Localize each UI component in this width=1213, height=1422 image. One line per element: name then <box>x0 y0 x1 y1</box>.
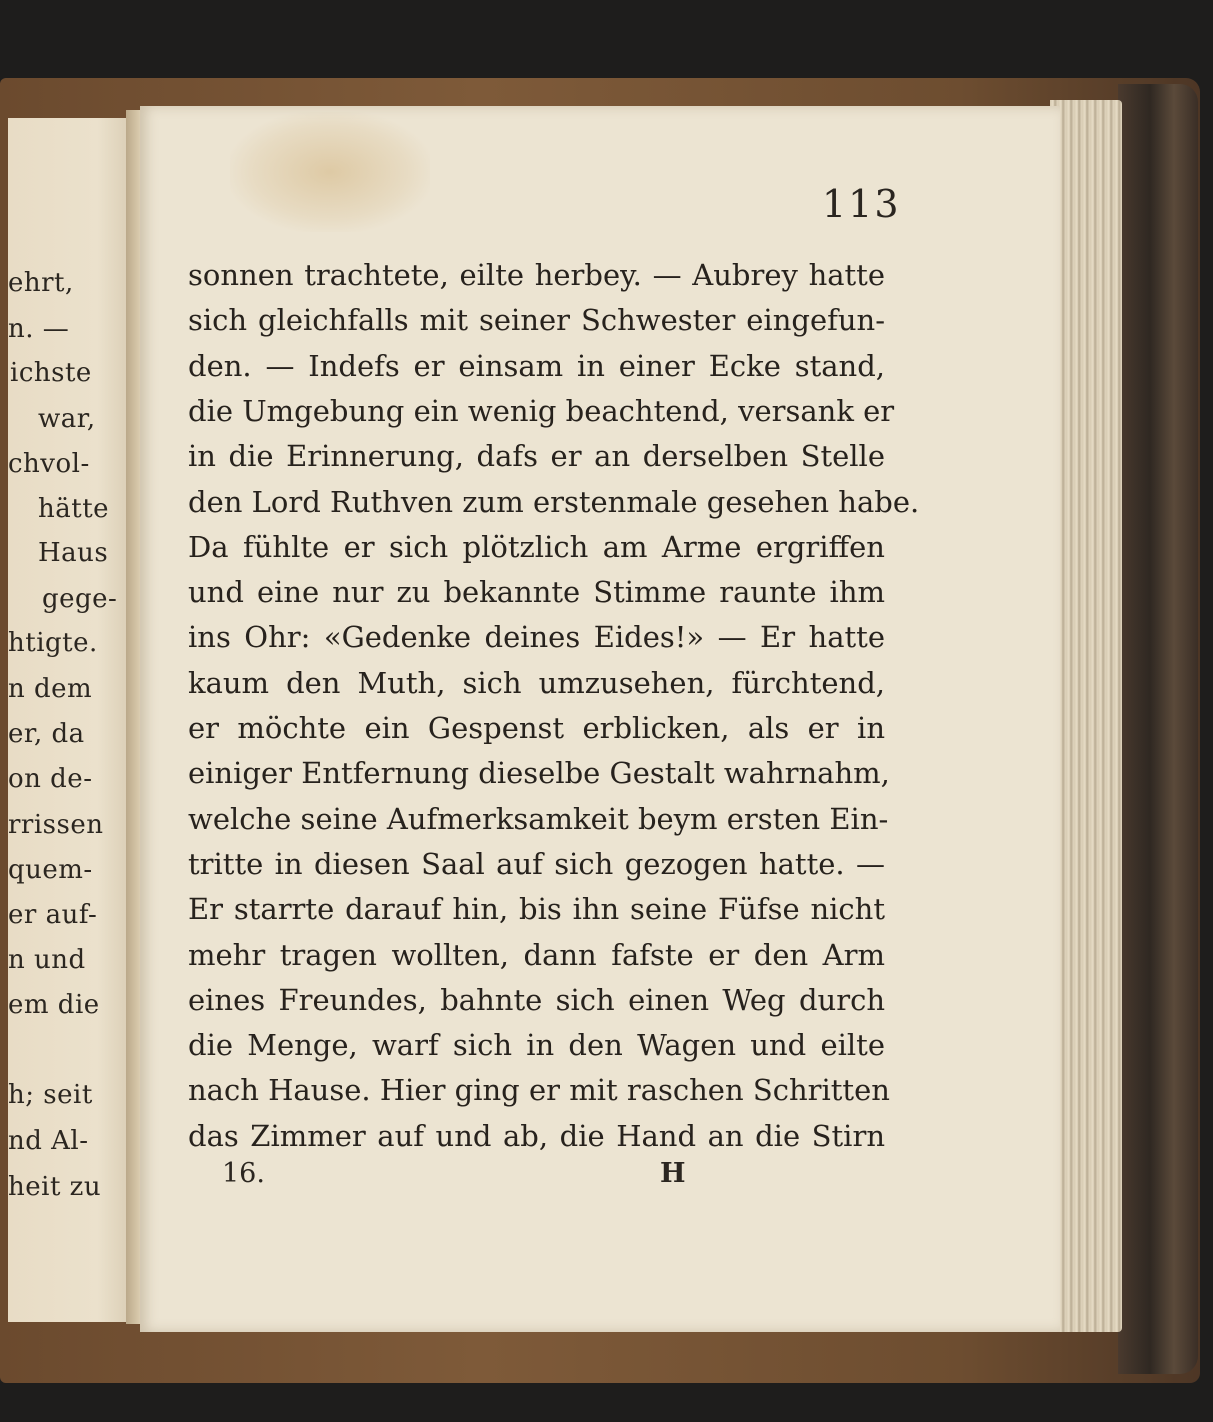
left-page-text-fragment: em die <box>8 990 100 1020</box>
left-page-text-fragment: ichste <box>10 358 92 388</box>
left-page-text-fragment: n und <box>8 945 86 975</box>
text-line: den Lord Ruthven zum erstenmale gesehen habe. <box>188 484 920 519</box>
left-page-text-fragment: heit zu <box>8 1172 102 1202</box>
left-page-text-fragment: n. — <box>8 314 70 344</box>
left-page-text-fragment: on de- <box>8 764 93 794</box>
text-line: einiger Entfernung dieselbe Gestalt wahrnahm, <box>188 756 890 791</box>
left-page-text-fragment: hätte <box>38 494 110 524</box>
text-line: sich gleichfalls mit seiner Schwester eingefun- <box>188 303 885 338</box>
text-line: das Zimmer auf und ab, die Hand an die Stirn <box>188 1118 885 1153</box>
text-line: tritte in diesen Saal auf sich gezogen hatte. — <box>188 846 885 881</box>
text-line: mehr tragen wollten, dann fafste er den Arm <box>188 937 885 972</box>
left-page-text-fragment: h; seit <box>8 1080 93 1110</box>
left-page-text-fragment: Haus <box>38 538 109 568</box>
text-line: ins Ohr: «Gedenke deines Eides!» — Er hatte <box>188 620 885 655</box>
text-line: kaum den Muth, sich umzusehen, fürchtend, <box>188 665 885 700</box>
text-line: die Umgebung ein wenig beachtend, versank er <box>188 393 895 428</box>
text-line: welche seine Aufmerksamkeit beym ersten Ein- <box>188 801 889 836</box>
left-page-text-fragment: htigte. <box>8 628 98 658</box>
left-page-text-fragment: er, da <box>8 719 85 749</box>
signature-letter: H <box>660 1158 686 1189</box>
left-page-text-fragment: nd Al- <box>8 1126 89 1156</box>
page-block-edges <box>1050 100 1122 1332</box>
text-line: er möchte ein Gespenst erblicken, als er in <box>188 711 885 745</box>
paper-stain <box>230 112 430 232</box>
left-page-text-fragment: quem- <box>8 855 93 885</box>
left-page-text-fragment: gege- <box>42 584 118 614</box>
text-line: und eine nur zu bekannte Stimme raunte ihm <box>188 575 885 610</box>
page-number: 113 <box>822 182 901 226</box>
text-line: die Menge, warf sich in den Wagen und eilte <box>188 1028 885 1063</box>
text-line: in die Erinnerung, dafs er an derselben Stelle <box>188 439 885 474</box>
left-page-text-fragment: n dem <box>8 674 93 704</box>
left-page-text-fragment: er auf- <box>8 900 98 930</box>
text-line: den. — Indefs er einsam in einer Ecke stand, <box>188 348 885 383</box>
book-cover-edge <box>1118 84 1198 1374</box>
left-page-text-fragment: war, <box>38 404 96 434</box>
text-line: Er starrte darauf hin, bis ihn seine Füfse nicht <box>188 892 885 927</box>
text-line: Da fühlte er sich plötzlich am Arme ergriffen <box>188 529 885 564</box>
text-line: sonnen trachtete, eilte herbey. — Aubrey hatte <box>188 258 885 292</box>
text-line: nach Hause. Hier ging er mit raschen Schritten <box>188 1073 890 1108</box>
left-page-text-fragment: ehrt, <box>8 268 74 298</box>
left-page-text-fragment: rrissen <box>8 810 104 840</box>
text-line: eines Freundes, bahnte sich einen Weg durch <box>188 982 885 1017</box>
signature-number: 16. <box>222 1158 265 1189</box>
left-page-text-fragment: chvol- <box>8 449 90 479</box>
